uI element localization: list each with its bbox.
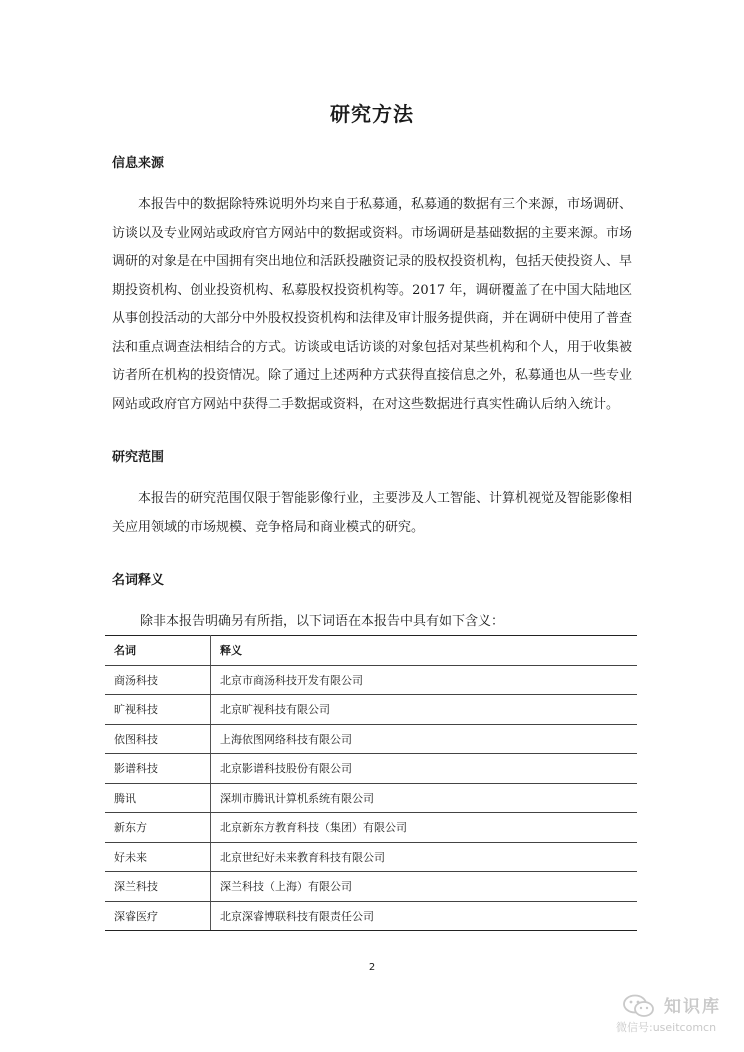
term-cell: 深睿医疗 xyxy=(105,901,211,931)
term-cell: 影谱科技 xyxy=(105,754,211,784)
scope-heading: 研究范围 xyxy=(112,450,165,465)
definition-cell: 北京影谱科技股份有限公司 xyxy=(211,754,638,784)
term-cell: 依图科技 xyxy=(105,724,211,754)
table-row xyxy=(105,901,637,931)
term-cell: 新东方 xyxy=(105,813,211,843)
definition-cell: 上海依图网络科技有限公司 xyxy=(211,724,638,754)
table-row xyxy=(105,695,637,725)
watermark-name: 知识库 xyxy=(664,997,721,1017)
definition-cell: 深兰科技（上海）有限公司 xyxy=(211,872,638,902)
table-row xyxy=(105,842,637,872)
definition-cell: 北京市商汤科技开发有限公司 xyxy=(211,665,638,695)
definition-cell: 北京新东方教育科技（集团）有限公司 xyxy=(211,813,638,843)
column-header-definition: 释义 xyxy=(211,636,638,666)
definition-cell: 北京世纪好未来教育科技有限公司 xyxy=(211,842,638,872)
info-source-heading: 信息来源 xyxy=(112,156,165,171)
table-row xyxy=(105,872,637,902)
table-row xyxy=(105,665,637,695)
watermark xyxy=(616,992,732,1036)
table-row xyxy=(105,813,637,843)
term-cell: 腾讯 xyxy=(105,783,211,813)
glossary-table xyxy=(105,635,637,931)
table-row xyxy=(105,724,637,754)
definition-cell: 北京深睿博联科技有限责任公司 xyxy=(211,901,638,931)
term-cell: 旷视科技 xyxy=(105,695,211,725)
definition-cell: 北京旷视科技有限公司 xyxy=(211,695,638,725)
info-source-paragraph: 本报告中的数据除特殊说明外均来自于私募通，私募通的数据有三个来源，市场调研、访谈以及专业网站或政府官方网站中的数据或资料。市场调研是基础数据的主要来源。市场调研的对象是在中国拥有突出地位和活跃投融资记录的股权投资机构，包括天使投资人、早期投资机构、创业投资机构、私募股权投资机构等。2017 年，调研覆盖了在中国大陆地区从事创投活动的大部分中外股权投资机构和法律及审计服务提供商，并在调研中使用了普查法和重点调查法相结合的方式。访谈或电话访谈的对象包括对某些机构和个人，用于收集被访者所在机构的投资情况。除了通过上述两种方式获得直接信息之外，私募通也从一些专业网站或政府官方网站中获得二手数据或资料，在对这些数据进行真实性确认后纳入统计。 xyxy=(112,197,633,412)
table-row xyxy=(105,783,637,813)
scope-paragraph: 本报告的研究范围仅限于智能影像行业，主要涉及人工智能、计算机视觉及智能影像相关应用领域的市场规模、竞争格局和商业模式的研究。 xyxy=(112,491,633,535)
term-cell: 商汤科技 xyxy=(105,665,211,695)
glossary-intro: 除非本报告明确另有所指，以下词语在本报告中具有如下含义： xyxy=(140,614,505,629)
wechat-icon xyxy=(622,994,656,1022)
page-number: 2 xyxy=(368,962,376,973)
table-row xyxy=(105,754,637,784)
page-title: 研究方法 xyxy=(330,102,414,126)
term-cell: 深兰科技 xyxy=(105,872,211,902)
table-header-row xyxy=(105,636,637,666)
glossary-heading: 名词释义 xyxy=(112,573,165,588)
watermark-id: 微信号:useitcomcn xyxy=(616,1021,717,1034)
definition-cell: 深圳市腾讯计算机系统有限公司 xyxy=(211,783,638,813)
term-cell: 好未来 xyxy=(105,842,211,872)
column-header-term: 名词 xyxy=(105,636,211,666)
